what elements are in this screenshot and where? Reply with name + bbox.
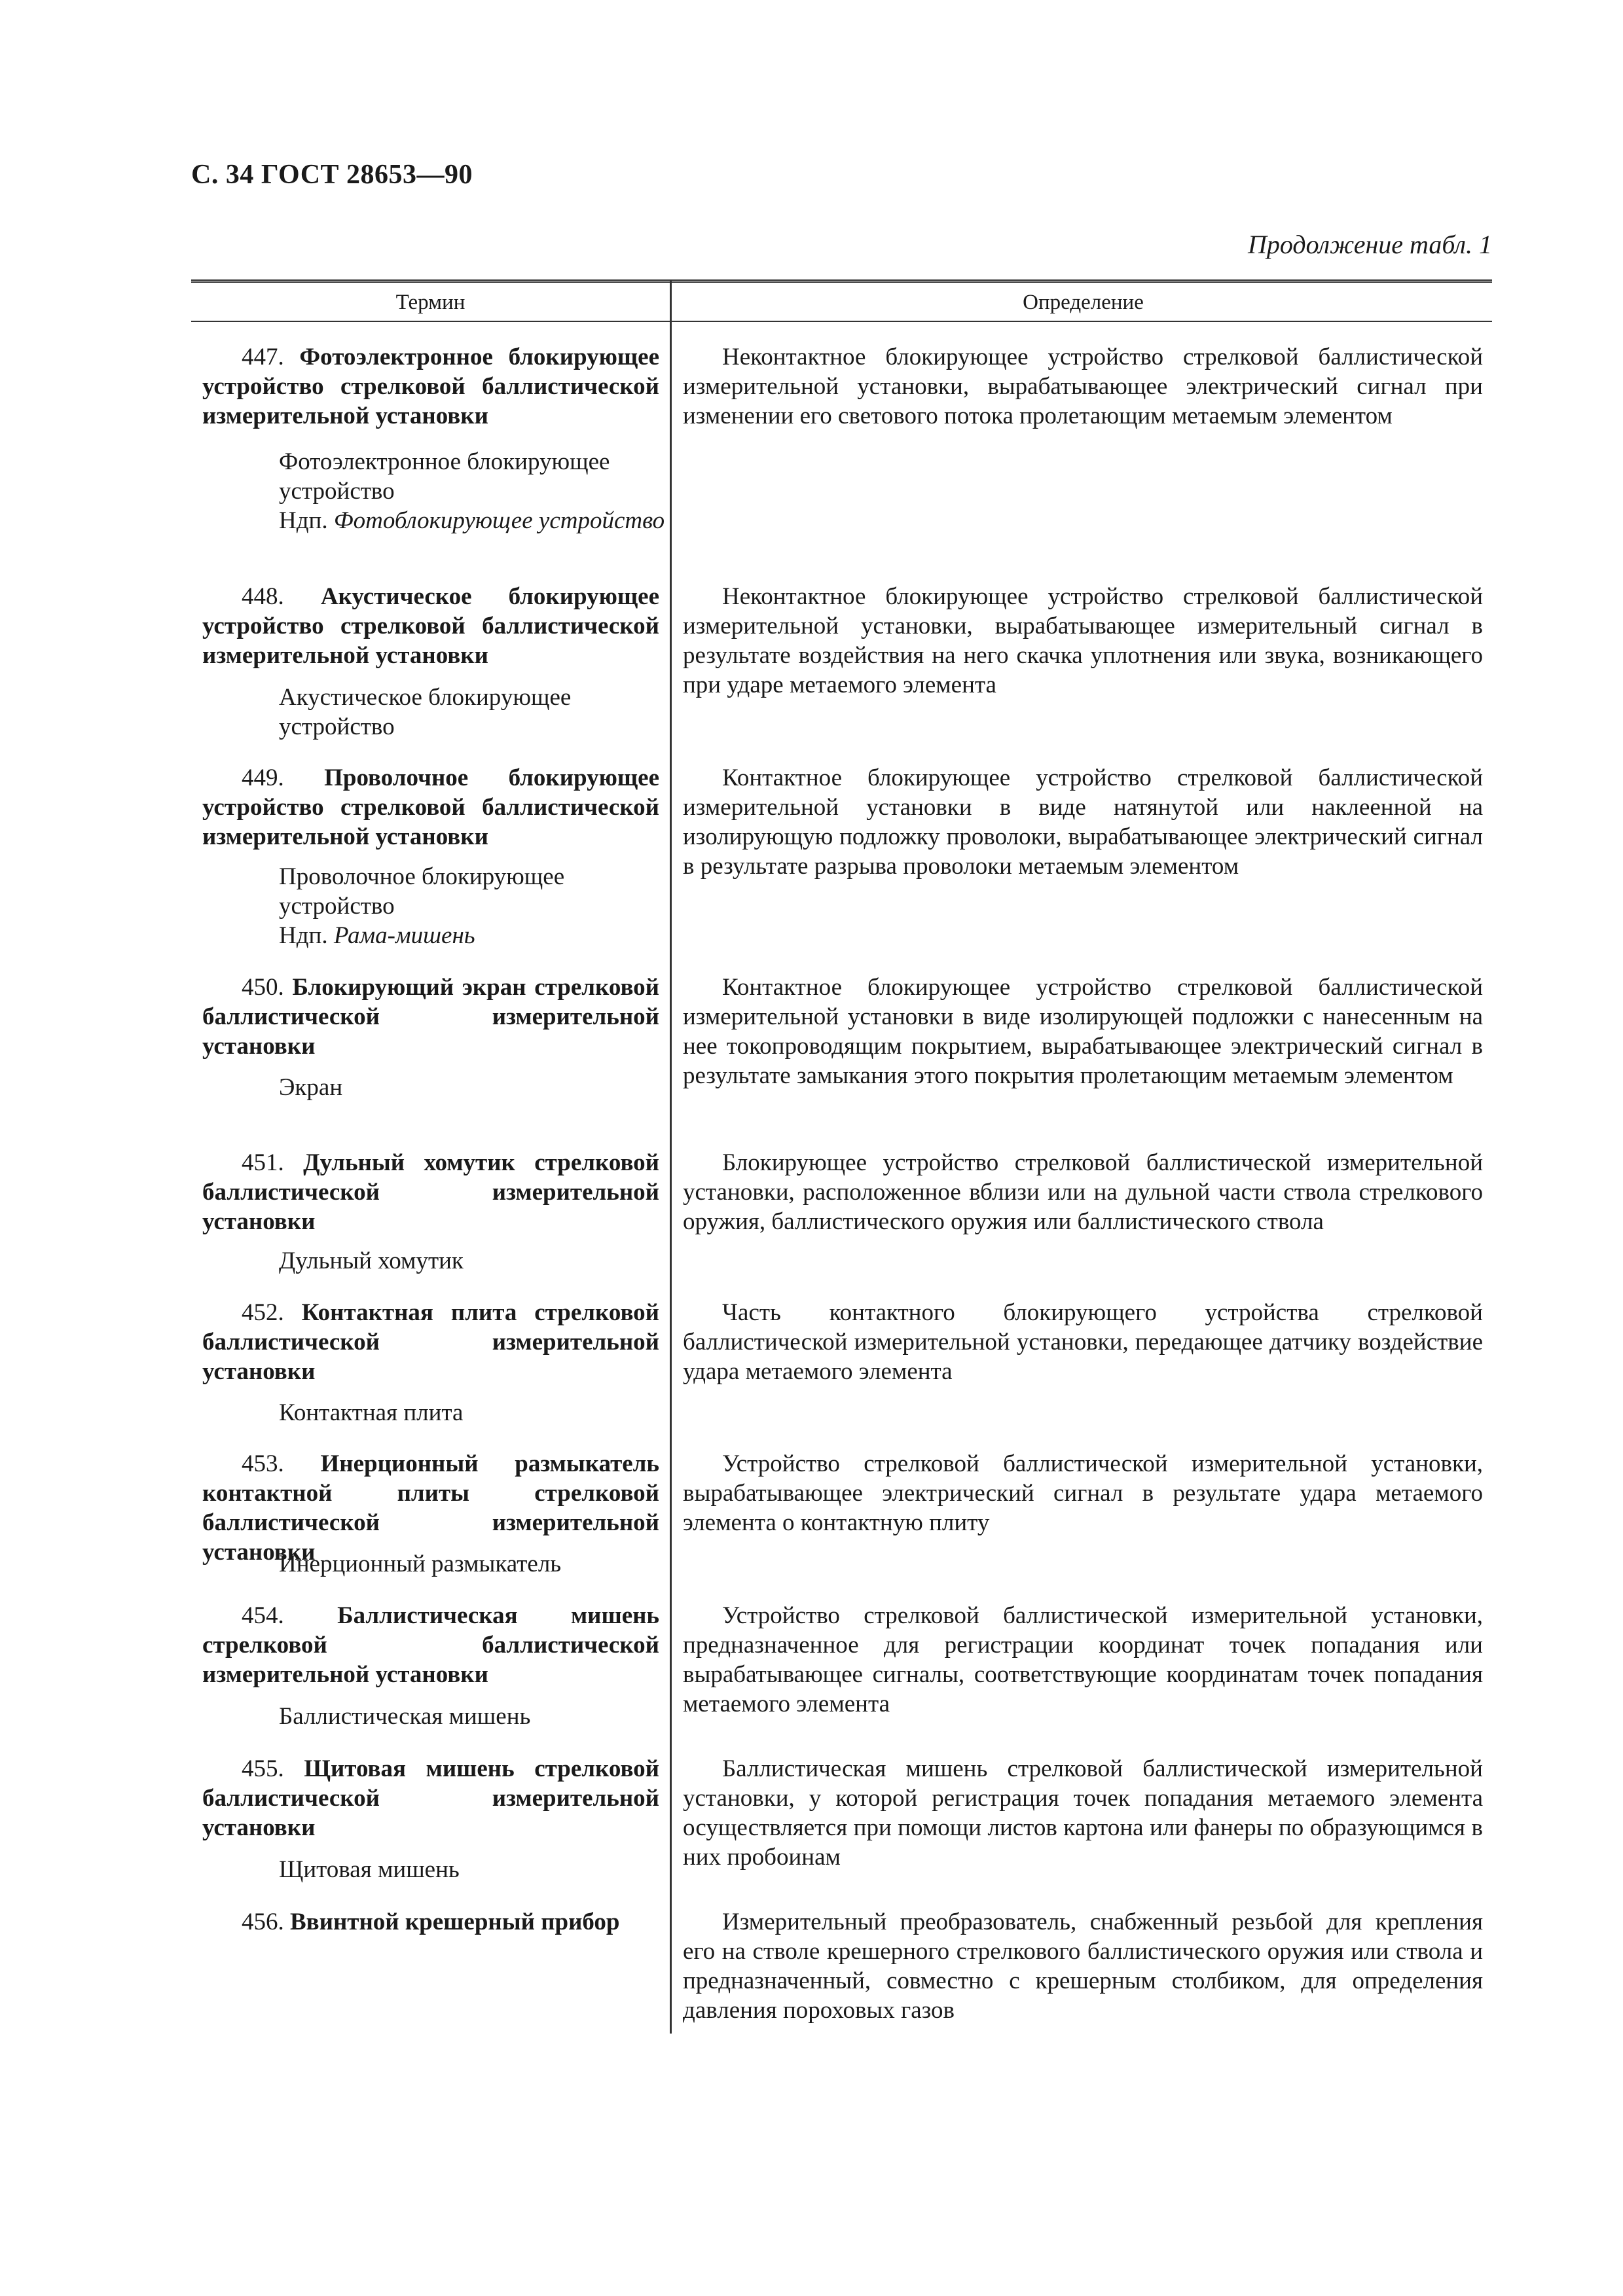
term-short-form bbox=[279, 1549, 665, 1579]
deprecated-term: Фотоблокирующее устройство bbox=[333, 507, 665, 534]
term-number: 452. bbox=[242, 1299, 284, 1326]
term-short-form bbox=[279, 1073, 665, 1102]
column-header-term: Термин bbox=[395, 291, 465, 314]
definition: Контактное блокирующее устройство стрелковой баллистической измерительной установки в виде натянутой или наклеенной на изолирующую подложку проволоки, вырабатывающее электрический сигнал в результате разрыва проволоки метаемым элементом bbox=[683, 764, 1483, 880]
term-short-form bbox=[279, 1398, 665, 1427]
term bbox=[202, 582, 659, 670]
ndp-label: Ндп. bbox=[279, 507, 328, 534]
short-term: Баллистическая мишень bbox=[279, 1703, 531, 1730]
term-number: 454. bbox=[242, 1602, 284, 1629]
term bbox=[202, 1601, 659, 1689]
column-header-definition: Определение bbox=[1023, 291, 1144, 314]
definition: Измерительный преобразователь, снабженный резьбой для крепления его на стволе крешерного стрелкового баллистического оружия или ствола и предназначенный, совместно с крешерным столбиком, для определения давления пороховых газов bbox=[683, 1909, 1483, 2024]
term-title: Блокирующий экран стрелковой баллистической измерительной установки bbox=[202, 974, 660, 1060]
table-header-rule bbox=[191, 321, 1492, 322]
term-title: Дульный хомутик стрелковой баллистической измерительной установки bbox=[202, 1149, 660, 1235]
definition: Блокирующее устройство стрелковой баллистической измерительной установки, расположенное вблизи или на дульной части ствола стрелкового оружия, баллистического оружия или баллистического ствола bbox=[683, 1149, 1483, 1235]
term-short-form bbox=[279, 447, 665, 535]
term-title: Контактная плита стрелковой баллистической измерительной установки bbox=[202, 1299, 660, 1385]
deprecated-term-line bbox=[279, 506, 665, 535]
short-term: Акустическое блокирующее устройство bbox=[279, 684, 572, 740]
term bbox=[202, 763, 659, 852]
term bbox=[202, 1907, 659, 1937]
term bbox=[202, 1298, 659, 1386]
short-term: Инерционный размыкатель bbox=[279, 1551, 562, 1577]
short-term: Проволочное блокирующее устройство bbox=[279, 863, 565, 920]
term-short-form bbox=[279, 862, 665, 950]
term-number: 451. bbox=[242, 1149, 284, 1176]
term-number: 447. bbox=[242, 344, 284, 370]
term-short-form bbox=[279, 1855, 665, 1884]
term-number: 455. bbox=[242, 1755, 284, 1782]
term-title: Инерционный размыкатель контактной плиты стрелковой баллистической измерительной установки bbox=[202, 1450, 659, 1566]
term-title: Щитовая мишень стрелковой баллистической измерительной установки bbox=[202, 1755, 660, 1841]
ndp-label: Ндп. bbox=[279, 922, 328, 949]
page-header: С. 34 ГОСТ 28653—90 bbox=[191, 160, 473, 190]
table-column-divider bbox=[670, 279, 672, 2034]
term-number: 448. bbox=[242, 583, 284, 610]
term-number: 449. bbox=[242, 764, 284, 791]
short-term: Экран bbox=[279, 1074, 343, 1101]
term bbox=[202, 973, 659, 1061]
definition: Неконтактное блокирующее устройство стрелковой баллистической измерительной установки, вырабатывающее электрический сигнал при изменении его светового потока пролетающим метаемым элементом bbox=[683, 344, 1483, 429]
term-number: 450. bbox=[242, 974, 284, 1001]
table-continuation-label: Продолжение табл. 1 bbox=[1247, 230, 1492, 259]
term-title: Акустическое блокирующее устройство стрелковой баллистической измерительной установки bbox=[202, 583, 659, 669]
term-title: Фотоэлектронное блокирующее устройство стрелковой баллистической измерительной установки bbox=[202, 344, 659, 429]
definition: Устройство стрелковой баллистической измерительной установки, предназначенное для регистрации координат точек попадания или вырабатывающее сигналы, соответствующие координатам точек попадания метаемого элемента bbox=[683, 1602, 1483, 1717]
deprecated-term: Рама-мишень bbox=[333, 922, 475, 949]
definition: Баллистическая мишень стрелковой баллистической измерительной установки, у которой регистрация точек попадания метаемого элемента осуществляется при помощи листов картона или фанеры по образующимся в них пробоинам bbox=[683, 1755, 1483, 1871]
short-term: Дульный хомутик bbox=[279, 1247, 464, 1274]
term-short-form bbox=[279, 1246, 665, 1276]
term-title: Ввинтной крешерный прибор bbox=[290, 1909, 620, 1935]
term-number: 456. bbox=[242, 1909, 284, 1935]
short-term: Щитовая мишень bbox=[279, 1856, 460, 1883]
definition: Часть контактного блокирующего устройства стрелковой баллистической измерительной установки, передающее датчику воздействие удара метаемого элемента bbox=[683, 1299, 1483, 1385]
short-term: Фотоэлектронное блокирующее устройство bbox=[279, 448, 610, 505]
table-top-rule bbox=[191, 279, 1492, 283]
term-title: Баллистическая мишень стрелковой баллистической измерительной установки bbox=[202, 1602, 660, 1688]
term-number: 453. bbox=[242, 1450, 284, 1477]
deprecated-term-line bbox=[279, 921, 665, 950]
term bbox=[202, 342, 659, 431]
term-short-form bbox=[279, 1702, 665, 1731]
definition: Устройство стрелковой баллистической измерительной установки, вырабатывающее электрический сигнал в результате удара метаемого элемента о контактную плиту bbox=[683, 1450, 1483, 1536]
term-title: Проволочное блокирующее устройство стрелковой баллистической измерительной установки bbox=[202, 764, 659, 850]
definition: Неконтактное блокирующее устройство стрелковой баллистической измерительной установки, вырабатывающее измерительный сигнал в результате воздействия на него скачка уплотнения или звука, возникающего при ударе метаемого элемента bbox=[683, 583, 1483, 698]
short-term: Контактная плита bbox=[279, 1399, 464, 1426]
term bbox=[202, 1148, 659, 1236]
term-short-form bbox=[279, 683, 665, 742]
definition: Контактное блокирующее устройство стрелковой баллистической измерительной установки в виде изолирующей подложки с нанесенным на нее токопроводящим покрытием, вырабатывающее электрический сигнал в результате замыкания этого покрытия пролетающим метаемым элементом bbox=[683, 974, 1483, 1089]
term bbox=[202, 1754, 659, 1842]
